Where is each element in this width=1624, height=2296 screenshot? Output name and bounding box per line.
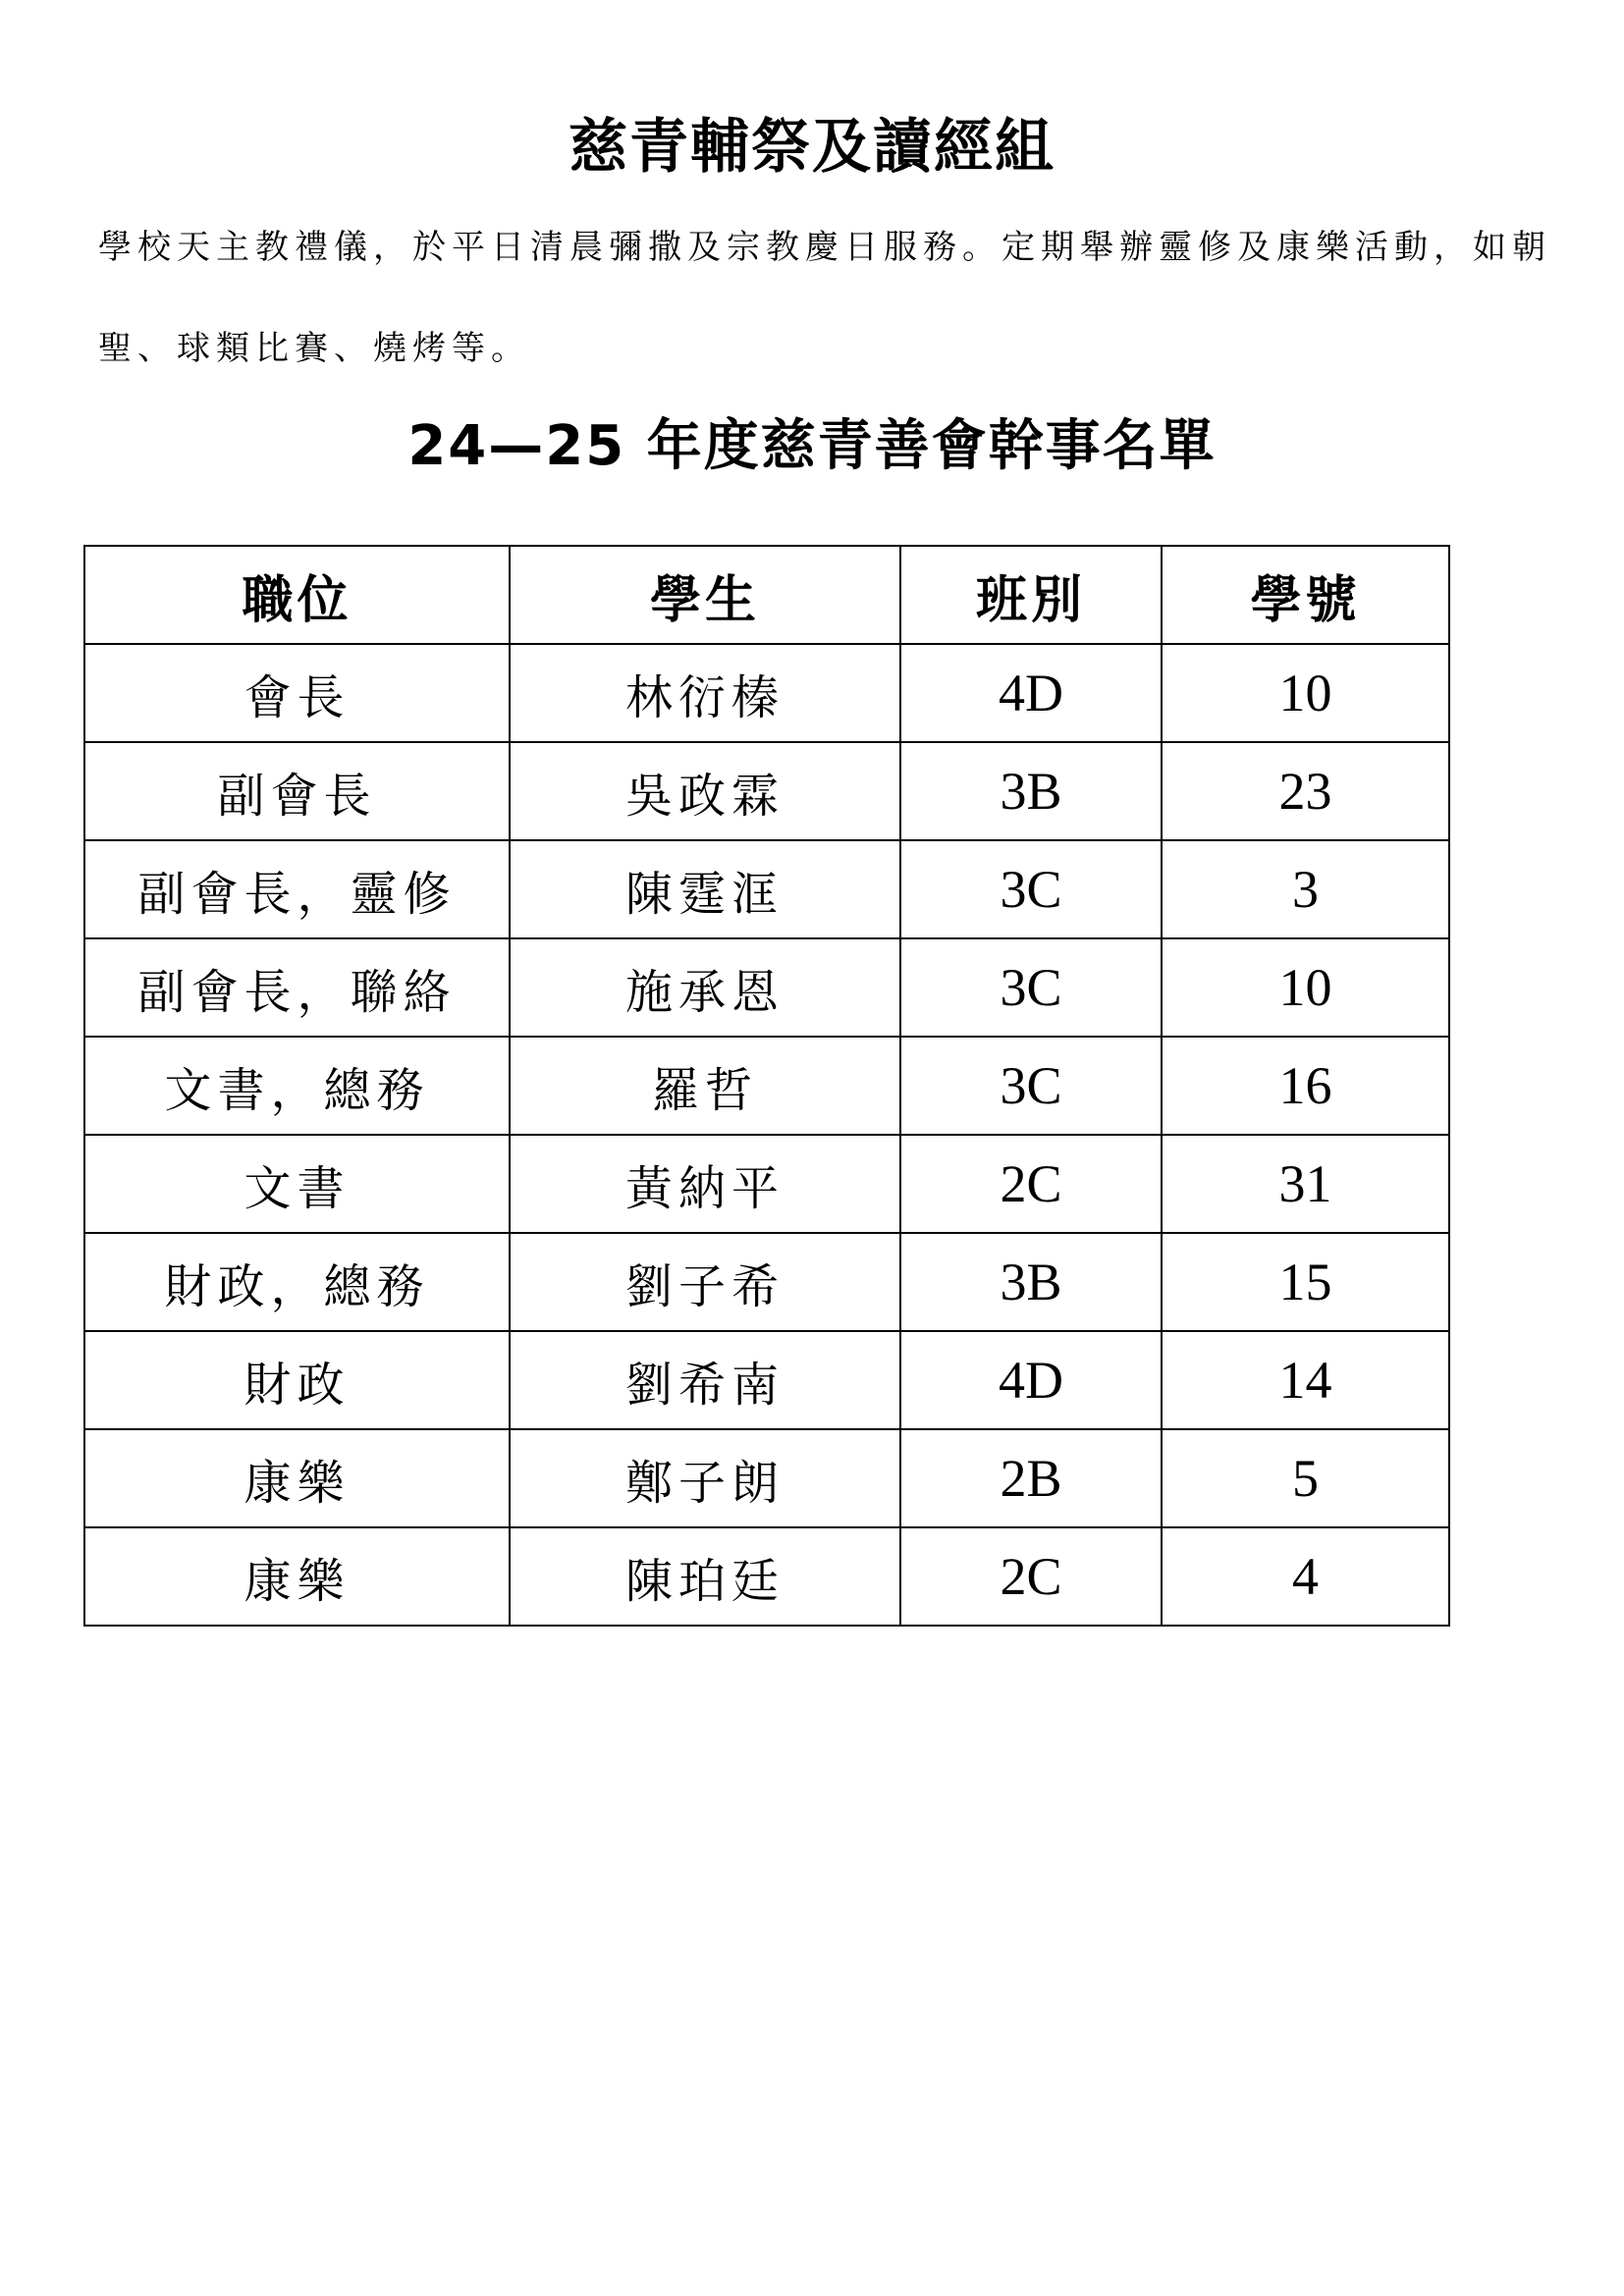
cell-role: 副會長，聯絡 — [84, 938, 510, 1037]
cell-class: 3C — [900, 938, 1162, 1037]
table-row — [84, 1233, 1449, 1331]
cell-student: 林衍榛 — [510, 644, 900, 742]
header-student: 學生 — [510, 546, 900, 644]
cell-student-number: 31 — [1162, 1135, 1449, 1233]
cell-student: 羅哲 — [510, 1037, 900, 1135]
cell-student: 劉希南 — [510, 1331, 900, 1429]
cell-role: 副會長 — [84, 742, 510, 840]
cell-class: 4D — [900, 644, 1162, 742]
cell-student-number: 5 — [1162, 1429, 1449, 1527]
cell-student: 吳政霖 — [510, 742, 900, 840]
cell-student-number: 16 — [1162, 1037, 1449, 1135]
cell-student: 陳霆洭 — [510, 840, 900, 938]
table-row — [84, 1527, 1449, 1626]
cell-student: 陳珀廷 — [510, 1527, 900, 1626]
cell-student: 劉子希 — [510, 1233, 900, 1331]
cell-class: 3B — [900, 742, 1162, 840]
cell-class: 3C — [900, 840, 1162, 938]
cell-student: 鄭子朗 — [510, 1429, 900, 1527]
cell-class: 2C — [900, 1527, 1162, 1626]
cell-role: 文書，總務 — [84, 1037, 510, 1135]
cell-student-number: 10 — [1162, 644, 1449, 742]
cell-student-number: 3 — [1162, 840, 1449, 938]
table-row — [84, 644, 1449, 742]
cell-class: 2C — [900, 1135, 1162, 1233]
cell-class: 4D — [900, 1331, 1162, 1429]
cell-class: 3B — [900, 1233, 1162, 1331]
cell-student-number: 4 — [1162, 1527, 1449, 1626]
cell-student-number: 10 — [1162, 938, 1449, 1037]
cell-student-number: 15 — [1162, 1233, 1449, 1331]
table-row — [84, 938, 1449, 1037]
cell-student-number: 23 — [1162, 742, 1449, 840]
table-row — [84, 1037, 1449, 1135]
cell-class: 2B — [900, 1429, 1162, 1527]
cell-role: 財政 — [84, 1331, 510, 1429]
intro-text-line-1: 學校天主教禮儀，於平日清晨彌撒及宗教慶日服務。定期舉辦靈修及康樂活動，如朝 — [98, 228, 1551, 267]
cell-student: 施承恩 — [510, 938, 900, 1037]
page-title: 慈青輔祭及讀經組 — [568, 113, 1056, 182]
committee-list-title: 24—25 年度慈青善會幹事名單 — [407, 414, 1217, 478]
header-class: 班別 — [900, 546, 1162, 644]
cell-role: 康樂 — [84, 1429, 510, 1527]
cell-role: 康樂 — [84, 1527, 510, 1626]
table-row — [84, 840, 1449, 938]
cell-role: 財政，總務 — [84, 1233, 510, 1331]
table-row — [84, 1135, 1449, 1233]
intro-text-line-2: 聖、球類比賽、燒烤等。 — [98, 329, 530, 368]
cell-student: 黃納平 — [510, 1135, 900, 1233]
table-header-row — [84, 546, 1449, 644]
committee-table — [83, 545, 1450, 1627]
header-student-number: 學號 — [1162, 546, 1449, 644]
header-role: 職位 — [84, 546, 510, 644]
table-row — [84, 1429, 1449, 1527]
table-row — [84, 742, 1449, 840]
cell-role: 副會長，靈修 — [84, 840, 510, 938]
cell-class: 3C — [900, 1037, 1162, 1135]
cell-role: 會長 — [84, 644, 510, 742]
cell-role: 文書 — [84, 1135, 510, 1233]
cell-student-number: 14 — [1162, 1331, 1449, 1429]
table-row — [84, 1331, 1449, 1429]
